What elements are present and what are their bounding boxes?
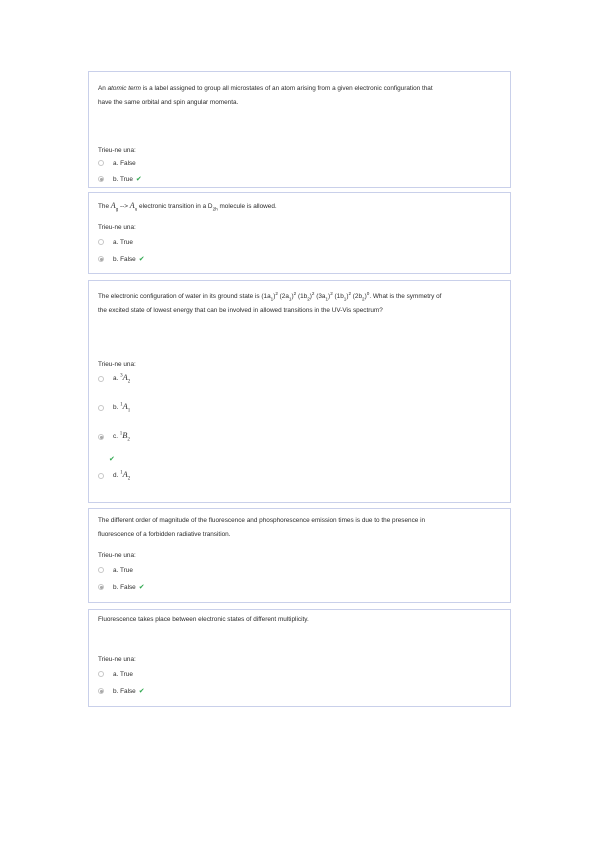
radio-button-selected[interactable] [98,256,104,262]
option-c[interactable] [98,432,130,442]
check-mark-icon: ✔ [138,584,145,591]
option-b[interactable] [98,254,145,264]
option-a[interactable] [98,374,130,384]
question-card-2 [88,192,511,274]
radio-button-selected[interactable] [98,584,104,590]
check-mark-icon: ✔ [135,176,142,183]
radio-button-selected[interactable] [98,434,104,440]
question-card-5 [88,609,511,707]
option-b[interactable] [98,174,142,184]
option-label: b. $^1A_1$ [113,402,131,414]
radio-button[interactable] [98,239,104,245]
option-b[interactable] [98,403,130,413]
option-label: b. False [113,687,136,695]
option-label: a. True [113,238,133,246]
question-text: The electronic configuration of water in its ground state is $(1a_1)^2$ $(2a_1)^2$ $(1b_2)^2$ $(3a_1)^2$ $(1b_1)^2$ $(2b_2)^0$. What is the symmetry of the excited state of lowest energy that can be involved in allowed transitions in the UV-Vis spectrum? [98,290,442,314]
option-label: c. $^1B_2$ [113,431,130,443]
radio-button[interactable] [98,405,104,411]
radio-button[interactable] [98,160,104,166]
check-mark-icon: ✔ [109,456,115,463]
question-text: The different order of magnitude of the fluorescence and phosphorescence emission times is due to the presence in fluorescence of a forbidden radiative transition. [98,517,426,538]
option-label: a. True [113,566,133,574]
option-d[interactable] [98,471,130,481]
option-label: b. True [113,175,133,183]
option-label: a. $^3A_2$ [113,373,131,385]
choose-one-prompt: Trieu-ne una: [98,224,136,231]
option-label: a. False [113,159,136,167]
question-text: The $A_g$ --> $A_u$ electronic transition in a $D_{2h}$ molecule is allowed. [98,201,277,212]
option-label: b. False [113,255,136,263]
option-a[interactable] [98,565,133,575]
radio-button-selected[interactable] [98,688,104,694]
option-a[interactable] [98,237,133,247]
check-mark-icon: ✔ [138,256,145,263]
option-b[interactable] [98,582,145,592]
option-label: d. $^1A_2$ [113,470,131,482]
radio-button[interactable] [98,473,104,479]
option-b[interactable] [98,686,145,696]
option-a[interactable] [98,158,136,168]
radio-button[interactable] [98,671,104,677]
question-text: Fluorescence takes place between electronic states of different multiplicity. [98,616,309,623]
question-card-3 [88,280,511,503]
question-text: An atomic term is a label assigned to group all microstates of an atom arising from a given electronic configuration that have the same orbital and spin angular momenta. [98,85,433,106]
choose-one-prompt: Trieu-ne una: [98,552,136,559]
check-mark-icon: ✔ [138,688,145,695]
radio-button[interactable] [98,376,104,382]
choose-one-prompt: Trieu-ne una: [98,656,136,663]
option-label: a. True [113,670,133,678]
question-card-1 [88,71,511,188]
option-a[interactable] [98,669,133,679]
radio-button[interactable] [98,567,104,573]
choose-one-prompt: Trieu-ne una: [98,361,136,368]
question-card-4 [88,508,511,603]
option-label: b. False [113,583,136,591]
radio-button-selected[interactable] [98,176,104,182]
choose-one-prompt: Trieu-ne una: [98,147,136,154]
